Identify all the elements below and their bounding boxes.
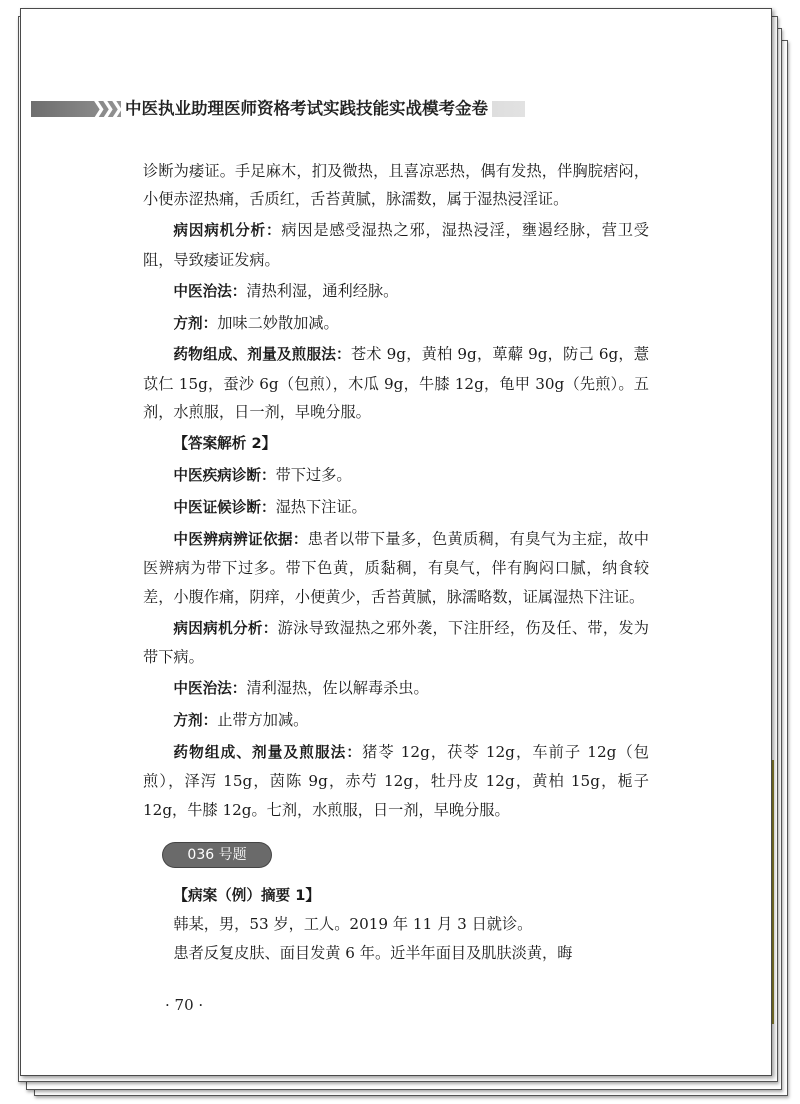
- answer-heading: [143, 429, 649, 458]
- paragraph: [143, 340, 649, 426]
- paragraph: [143, 525, 649, 611]
- answer-heading-text: 【答案解析 2】: [173, 435, 277, 453]
- paragraph-label: 中医证候诊断：: [173, 498, 276, 516]
- case-heading: [143, 881, 649, 910]
- case-summary: [143, 881, 649, 968]
- question-number-badge: 036 号题: [163, 843, 271, 867]
- paragraph-label: 病因病机分析：: [173, 222, 282, 240]
- paragraph: [143, 493, 649, 522]
- paragraph-label: 中医治法：: [173, 282, 247, 300]
- paragraph-text: 诊断为痿证。手足麻木，扪及微热，且喜凉恶热，偶有发热，伴胸脘痞闷，小便赤涩热痛，舌质红，舌苔黄腻，脉濡数，属于湿热浸淫证。: [143, 162, 649, 209]
- paragraph-label: 方剂：: [173, 314, 218, 332]
- paragraph-text: 猪苓 12g，茯苓 12g，车前子 12g（包煎），泽泻 15g，茵陈 9g，赤芍 12g，牡丹皮 12g，黄柏 15g，栀子 12g，牛膝 12g。七剂，水煎服，日一剂，早晚分服。: [143, 742, 649, 819]
- page-number: · 70 ·: [165, 996, 204, 1014]
- paragraph: [143, 706, 649, 735]
- paragraph-label: 药物组成、剂量及煎服法：: [173, 346, 351, 364]
- body-text: [143, 157, 649, 824]
- paragraph: [143, 461, 649, 490]
- paragraph-text: 病因是感受湿热之邪，湿热浸淫，壅遏经脉，营卫受阻，导致痿证发病。: [143, 221, 649, 269]
- paragraph-text: 止带方加减。: [217, 710, 309, 729]
- paragraph-text: 清热利湿，通利经脉。: [246, 281, 399, 300]
- book-page: [20, 8, 772, 1076]
- paragraph: [143, 309, 649, 338]
- paragraph-text: 游泳导致湿热之邪外袭，下注肝经，伤及任、带，发为带下病。: [143, 618, 649, 666]
- case-heading-text: 【病案（例）摘要 1】: [173, 887, 320, 904]
- paragraph-text: 苍术 9g，黄柏 9g，萆薢 9g，防己 6g，薏苡仁 15g，蚕沙 6g（包煎），木瓜 9g，牛膝 12g，龟甲 30g（先煎）。五剂，水煎服，日一剂，早晚分服。: [143, 345, 649, 422]
- paragraph-label: 病因病机分析：: [173, 619, 278, 637]
- paragraph-text: 加味二妙散加减。: [217, 313, 339, 332]
- paragraph-text: 清利湿热，佐以解毒杀虫。: [246, 678, 429, 697]
- paragraph: [143, 216, 649, 274]
- paragraph-label: 药物组成、剂量及煎服法：: [173, 743, 363, 761]
- paragraph: [143, 614, 649, 672]
- paragraph: [143, 738, 649, 824]
- paragraph: [143, 674, 649, 703]
- case-line: 韩某，男，53 岁，工人。2019 年 11 月 3 日就诊。: [173, 915, 533, 933]
- chevron-right-icon: ❯❯❯: [91, 98, 119, 119]
- paragraph-text: 患者以带下量多，色黄质稠，有臭气为主症，故中医辨病为带下过多。带下色黄，质黏稠，有臭气，伴有胸闷口腻，纳食较差，小腹作痛，阴痒，小便黄少，舌苔黄腻，脉濡略数，证属湿热下注证。: [143, 529, 649, 606]
- paragraph-label: 中医疾病诊断：: [173, 467, 276, 485]
- paragraph-text: 湿热下注证。: [275, 497, 367, 516]
- paragraph-text: 带下过多。: [275, 466, 352, 485]
- paragraph-label: 中医辨病辨证依据：: [173, 530, 308, 548]
- paragraph: [143, 157, 649, 214]
- running-header-title: 中医执业助理医师资格考试实践技能实战模考金卷: [121, 98, 492, 120]
- paragraph-label: 方剂：: [173, 711, 218, 729]
- paragraph-label: 中医治法：: [173, 679, 247, 697]
- paragraph: [143, 277, 649, 306]
- case-line: 患者反复皮肤、面目发黄 6 年。近半年面目及肌肤淡黄，晦: [173, 944, 573, 962]
